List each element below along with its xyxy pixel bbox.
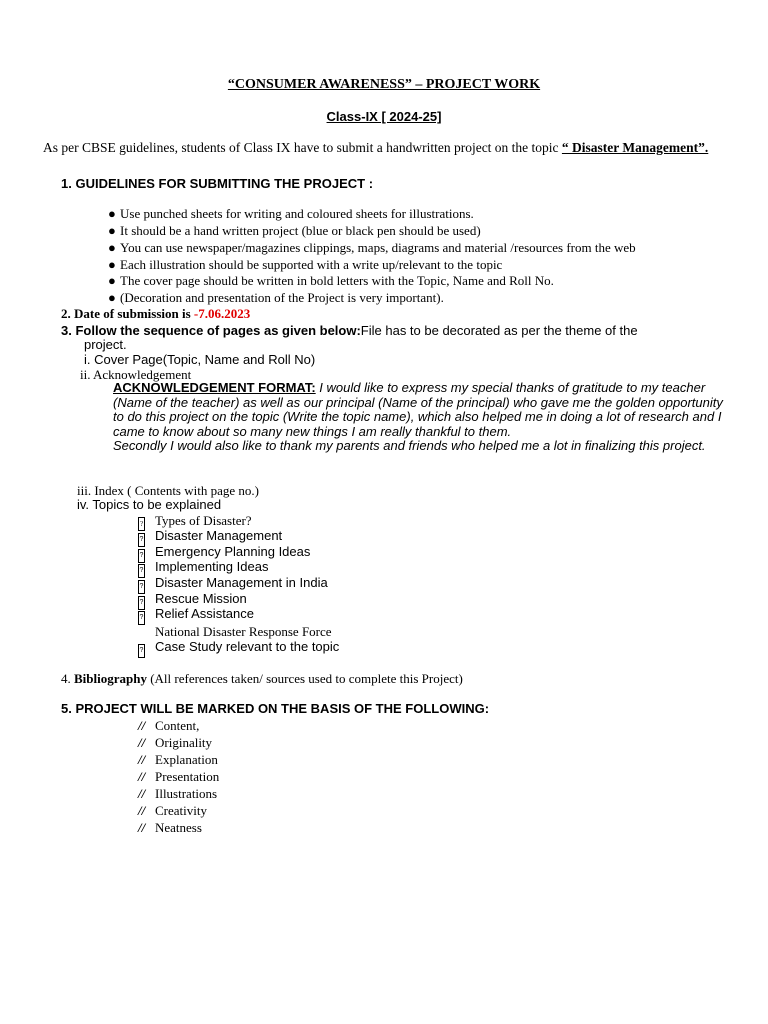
bullet-icon: ● — [108, 240, 116, 255]
box-glyph-icon: ? — [138, 533, 145, 547]
intro-text: As per CBSE guidelines, students of Class IX have to submit a handwritten project on the topic — [43, 140, 562, 155]
criteria-item: // Originality — [138, 735, 213, 750]
topic-item: ? Rescue Mission — [138, 591, 247, 610]
missing-glyph-icon: // — [138, 718, 146, 733]
criteria-item: // Illustrations — [138, 786, 218, 801]
bullet-icon: ● — [108, 290, 116, 305]
topic-item: ? Disaster Management in India — [138, 575, 328, 594]
topic-item: ? Case Study relevant to the topic — [138, 639, 339, 658]
acknowledgement-format — [113, 381, 723, 454]
box-glyph-icon: ? — [138, 517, 145, 531]
class-subtitle: Class-IX [ 2024-25] — [326, 109, 442, 124]
criteria-item: // Creativity — [138, 803, 207, 818]
topic-item: ? Relief Assistance — [138, 606, 254, 625]
section-3-heading-cont: project. — [84, 337, 127, 352]
page-title: “CONSUMER AWARENESS” – PROJECT WORK — [227, 77, 541, 92]
box-glyph-icon: ? — [138, 611, 145, 625]
missing-glyph-icon: // — [138, 769, 146, 784]
missing-glyph-icon: // — [138, 735, 146, 750]
criteria-item: // Presentation — [138, 769, 220, 784]
section-3-heading: 3. Follow the sequence of pages as given below:File has to be decorated as per the theme of the — [61, 323, 638, 338]
topic-item: ? Types of Disaster? — [138, 513, 252, 531]
sequence-item-topics: iv. Topics to be explained — [77, 497, 222, 512]
section-1-heading: 1. GUIDELINES FOR SUBMITTING THE PROJECT : — [61, 176, 374, 191]
section-4-bibliography: 4. Bibliography (All references taken/ sources used to complete this Project) — [61, 671, 463, 686]
box-glyph-icon: ? — [138, 549, 145, 563]
topic-item: ? Disaster Management — [138, 528, 282, 547]
missing-glyph-icon: // — [138, 786, 146, 801]
criteria-item: // Content, — [138, 718, 200, 733]
ack-label: ACKNOWLEDGEMENT FORMAT: — [113, 380, 316, 395]
guideline-item: ● The cover page should be written in bold letters with the Topic, Name and Roll No. — [108, 273, 554, 288]
guideline-item: ● Each illustration should be supported with a write up/relevant to the topic — [108, 257, 503, 272]
criteria-item: // Explanation — [138, 752, 218, 767]
topic-item: National Disaster Response Force — [138, 623, 332, 640]
guideline-item: ● It should be a hand written project (blue or black pen should be used) — [108, 223, 481, 238]
bullet-icon: ● — [108, 223, 116, 238]
bullet-icon: ● — [108, 273, 116, 288]
ack-text-1: I would like to express my special thanks of gratitude to my teacher (Name of the teacher) as well as our principal (Name of the principal) who gave me the golden opportunity to do this project on the topic (Write the topic name), which also helped me in doing a lot of research and I came to know about so many new things I am really thankful to them. — [113, 380, 723, 439]
submission-date: -7.06.2023 — [193, 306, 251, 321]
sequence-item-acknowledgement: ii. Acknowledgement — [80, 367, 192, 382]
guideline-item: ● You can use newspaper/magazines clippings, maps, diagrams and material /resources from the web — [108, 240, 636, 255]
box-glyph-icon: ? — [138, 580, 145, 594]
sequence-item-index: iii. Index ( Contents with page no.) — [77, 483, 259, 498]
missing-glyph-icon: // — [138, 820, 146, 835]
topic-item: ? Emergency Planning Ideas — [138, 544, 310, 563]
guideline-item: ● Use punched sheets for writing and coloured sheets for illustrations. — [108, 206, 474, 221]
intro-paragraph — [43, 139, 743, 157]
ack-text-2: Secondly I would also like to thank my parents and friends who helped me a lot in finalizing this project. — [113, 438, 706, 453]
intro-topic: “ Disaster Management”. — [561, 140, 709, 155]
criteria-item: // Neatness — [138, 820, 202, 835]
section-2-date: 2. Date of submission is -7.06.2023 — [61, 306, 251, 321]
missing-glyph-icon — [138, 623, 145, 637]
guideline-item: ● (Decoration and presentation of the Project is very important). — [108, 290, 444, 305]
box-glyph-icon: ? — [138, 596, 145, 610]
topic-item: ? Implementing Ideas — [138, 559, 268, 578]
box-glyph-icon: ? — [138, 564, 145, 578]
sequence-item-cover-page: i. Cover Page(Topic, Name and Roll No) — [84, 352, 316, 367]
section-5-heading: 5. PROJECT WILL BE MARKED ON THE BASIS OF THE FOLLOWING: — [61, 701, 490, 716]
box-glyph-icon: ? — [138, 644, 145, 658]
bullet-icon: ● — [108, 257, 116, 272]
bullet-icon: ● — [108, 206, 116, 221]
missing-glyph-icon: // — [138, 803, 146, 818]
missing-glyph-icon: // — [138, 752, 146, 767]
